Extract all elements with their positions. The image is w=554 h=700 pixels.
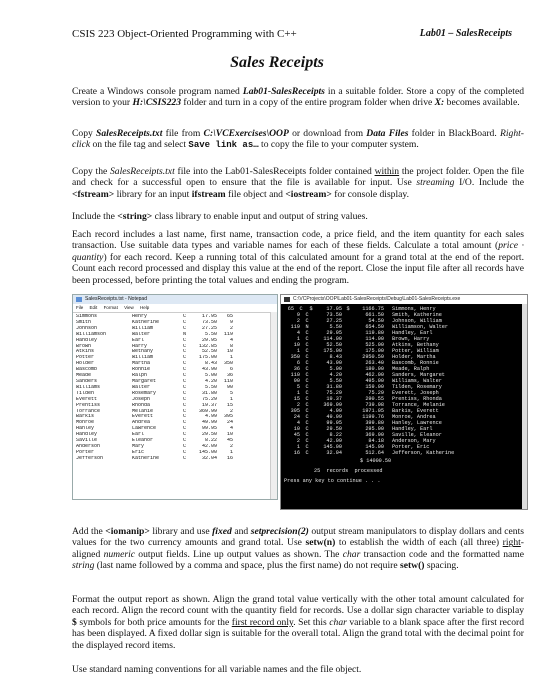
console-price: 75.29: [326, 390, 342, 396]
paragraph-string-lib: Include the <string> class library to enable input and output of string values.: [72, 211, 368, 222]
paragraph-records: Each record includes a last name, first name, transaction code, a price field, and the item quantity for each sales transaction. Use suitable data types and variable names for each of these fields. Calculate a total amount (price · quantity) for each record. Keep a running total of this calculated amount for a grand total at the end of the report. Count each record processed and display this value at the end of the report. Close the input file after all records have been processed, before printing the total values and ending the program.: [72, 229, 524, 286]
notepad-price: 27.25: [201, 325, 217, 331]
notepad-last-name: Simmons: [76, 314, 98, 319]
console-grand-total: $ 14000.50: [360, 458, 392, 464]
console-app-icon: [284, 297, 290, 302]
notepad-code: C: [183, 420, 187, 426]
console-price: 5.50: [329, 378, 342, 384]
console-name: Prentiss, Rhonda: [392, 396, 442, 402]
console-price: 73.50: [326, 312, 342, 318]
notepad-first-name: Bethany: [132, 349, 154, 355]
console-quantity: 1: [296, 390, 300, 396]
notepad-code: C: [183, 390, 187, 396]
console-code: C: [305, 342, 309, 348]
notepad-code: C: [183, 378, 187, 384]
notepad-quantity: 90: [226, 384, 233, 390]
console-code: C: [305, 348, 309, 354]
console-price: 369.99: [323, 402, 342, 408]
notepad-last-name: Handley: [76, 337, 98, 343]
notepad-last-name: Jefferson: [76, 455, 104, 461]
notepad-last-name: Johnson: [76, 325, 98, 331]
notepad-code: C: [183, 455, 187, 461]
console-price: 49.99: [326, 414, 342, 420]
console-price: 32.04: [326, 450, 342, 456]
console-price: 27.25: [326, 318, 342, 324]
notepad-code: C: [183, 325, 187, 331]
notepad-last-name: Meade: [76, 373, 92, 379]
notepad-last-name: Smith: [76, 319, 92, 325]
notepad-code: N: [183, 331, 187, 337]
notepad-last-name: Brown: [76, 343, 92, 349]
console-quantity: 2: [296, 318, 300, 324]
console-quantity: 1: [296, 444, 300, 450]
console-amount: 1199.76: [362, 414, 384, 420]
notepad-first-name: Margaret: [132, 378, 157, 384]
console-quantity: 2: [296, 438, 300, 444]
console-amount: 2950.50: [362, 354, 384, 360]
menu-file[interactable]: File: [76, 305, 84, 310]
console-code: C: [305, 336, 309, 342]
console-code: C: [305, 444, 309, 450]
console-quantity: 45: [293, 432, 300, 438]
notepad-first-name: Lawrence: [132, 426, 157, 432]
notepad-last-name: Williamson: [76, 331, 107, 337]
console-amount: 495.00: [365, 378, 384, 384]
page-title: Sales Receipts: [230, 54, 324, 71]
notepad-code: C: [183, 396, 187, 402]
notepad-price: 49.99: [201, 420, 217, 426]
console-amount: 290.55: [365, 396, 384, 402]
console-code: C: [305, 330, 309, 336]
notepad-price: 8.43: [204, 361, 217, 367]
notepad-quantity: 15: [226, 402, 233, 408]
notepad-code: C: [183, 355, 187, 361]
notepad-last-name: Tilden: [76, 390, 95, 396]
console-amount: 75.29: [368, 390, 384, 396]
console-name: Potter, William: [392, 348, 439, 354]
notepad-price: 145.00: [198, 449, 217, 455]
notepad-scrollbar[interactable]: [270, 312, 277, 499]
console-code: C: [305, 390, 309, 396]
notepad-quantity: 10: [226, 349, 233, 355]
notepad-last-name: Prentiss: [76, 402, 101, 408]
notepad-quantity: 119: [223, 331, 233, 337]
console-code: C: [305, 360, 309, 366]
console-code: C: [305, 420, 309, 426]
notepad-quantity: 350: [223, 361, 233, 367]
console-code: C: [305, 354, 309, 360]
notepad-code: C: [183, 408, 187, 414]
notepad-code: C: [183, 426, 187, 432]
console-code: C: [305, 366, 309, 372]
console-name: Williamson, Walter: [392, 324, 449, 330]
notepad-last-name: Everett: [76, 396, 98, 402]
console-price: 8.43: [329, 354, 342, 360]
notepad-code: C: [183, 438, 187, 444]
notepad-first-name: Melanie: [132, 408, 154, 414]
notepad-last-name: Barkis: [76, 414, 95, 420]
console-quantity: 90: [293, 378, 300, 384]
notepad-code: C: [183, 414, 187, 420]
notepad-code: C: [183, 367, 187, 373]
notepad-first-name: Earl: [132, 432, 145, 438]
notepad-first-name: Walter: [132, 331, 151, 337]
notepad-code: C: [183, 337, 187, 343]
notepad-price: 43.90: [201, 367, 217, 373]
notepad-price: 369.99: [198, 408, 217, 414]
console-price: 175.00: [323, 348, 342, 354]
notepad-price: 5.50: [204, 331, 217, 337]
notepad-last-name: Hanley: [76, 426, 95, 432]
console-amount: 739.98: [365, 402, 384, 408]
console-quantity: 9: [296, 312, 300, 318]
console-amount: 661.50: [365, 312, 384, 318]
notepad-first-name: William: [132, 355, 154, 361]
notepad-first-name: Joseph: [132, 396, 151, 402]
console-price: 8.22: [329, 432, 342, 438]
notepad-price: 4.99: [204, 414, 217, 420]
console-code: C: [305, 450, 309, 456]
console-dollar: [342, 450, 354, 456]
console-amount: 54.50: [368, 318, 384, 324]
notepad-price: 29.50: [201, 432, 217, 438]
notepad-quantity: 24: [226, 420, 233, 426]
notepad-first-name: Mary: [132, 443, 145, 449]
console-code: C: [305, 312, 309, 318]
console-code: C: [305, 372, 309, 378]
notepad-quantity: 65: [226, 314, 233, 319]
notepad-code: C: [183, 349, 187, 355]
notepad-first-name: Everett: [132, 414, 154, 420]
console-price: 4.99: [329, 408, 342, 414]
console-price: 114.00: [323, 336, 342, 342]
console-name: Saville, Eleanor: [392, 432, 442, 438]
notepad-last-name: Potter: [76, 355, 95, 361]
console-name: Handley, Earl: [392, 426, 433, 432]
console-price: 19.37: [326, 396, 342, 402]
console-name: Atkins, Bethany: [392, 342, 439, 348]
notepad-price: 42.09: [201, 443, 217, 449]
console-name: Holder, Martha: [392, 354, 436, 360]
console-amount: 1971.05: [362, 408, 384, 414]
console-amount: 462.00: [365, 372, 384, 378]
notepad-quantity: 36: [226, 373, 233, 379]
console-price: 29.50: [326, 426, 342, 432]
notepad-last-name: Monroe: [76, 420, 95, 426]
notepad-first-name: Walter: [132, 384, 151, 390]
notepad-quantity: 1: [229, 396, 233, 402]
menu-format[interactable]: Format: [103, 305, 118, 310]
console-amount: 84.18: [368, 438, 384, 444]
console-code: C: [305, 378, 309, 384]
notepad-price: 52.50: [201, 349, 217, 355]
console-quantity: 4: [296, 420, 300, 426]
console-name: Meade, Ralph: [392, 366, 430, 372]
paragraph-format: Format the output report as shown. Align the grand total value vertically with the other total amount calculated for each record. Align the record count with the quantity field for records. Use a dollar sign character variable to display $ symbols for both price amounts for the first record only. Set this char variable to a blank space after the first record has been displayed. A fixed dollar sign is suitable for the overall total. Align the grand total with the decimal point for the displayed record items.: [72, 594, 524, 651]
notepad-first-name: Ralph: [132, 373, 148, 379]
console-price: 99.95: [326, 420, 342, 426]
lab-title: Lab01 – SalesReceipts: [419, 28, 512, 39]
console-titlebar[interactable]: [281, 295, 527, 304]
notepad-price: 4.20: [204, 378, 217, 384]
console-name: Monroe, Andrea: [392, 414, 436, 420]
notepad-menubar: [73, 304, 277, 313]
notepad-last-name: Sanders: [76, 378, 98, 384]
console-price: 31.80: [326, 384, 342, 390]
notepad-price: 99.95: [201, 426, 217, 432]
notepad-quantity: 16: [226, 455, 233, 461]
notepad-quantity: 110: [223, 378, 233, 384]
console-output: [281, 304, 527, 486]
console-code: C: [299, 306, 303, 312]
notepad-last-name: Holder: [76, 361, 95, 367]
console-quantity: 350: [290, 354, 300, 360]
notepad-price: 31.80: [201, 390, 217, 396]
console-amount: 180.00: [365, 366, 384, 372]
console-amount: 145.00: [365, 444, 384, 450]
console-line: [284, 450, 524, 456]
notepad-price: 73.50: [201, 319, 217, 325]
notepad-first-name: William: [132, 325, 154, 331]
console-code: C: [305, 318, 309, 324]
console-name: Brown, Harry: [392, 336, 430, 342]
console-name: Williams, Walter: [392, 378, 442, 384]
console-quantity: 1: [296, 348, 300, 354]
notepad-code: C: [183, 314, 187, 319]
notepad-price: 132.85: [198, 343, 217, 349]
console-amount: 399.80: [365, 420, 384, 426]
console-amount: 119.80: [365, 330, 384, 336]
console-code: C: [305, 438, 309, 444]
notepad-price: 19.37: [201, 402, 217, 408]
paragraph-iomanip: Add the <iomanip> library and use fixed and setprecision(2) output stream manipulators to display dollars and cents values for the two currency amounts and grand total. Use setw(n) to establish the width of each (all three) right-aligned numeric output fields. Line up output values as shown. The char transaction code and the formatted name string (last name followed by a comma and space, plus the first name) do not require setw() spacing.: [72, 526, 525, 572]
console-amount: 114.00: [365, 336, 384, 342]
console-name: Johnson, William: [392, 318, 442, 324]
notepad-code: C: [183, 432, 187, 438]
notepad-quantity: 1: [229, 355, 233, 361]
paragraph-open-file: Copy the SalesReceipts.txt file into the Lab01-SalesReceipts folder contained within the project folder. Open the file and check for a successful open to ensure that the file is available for input. Use streaming I/O. Include the <fstream> library for an input ifstream file object and <iostream> for console display.: [72, 166, 524, 200]
console-code: C: [305, 402, 309, 408]
notepad-quantity: 5: [229, 390, 233, 396]
console-price: 52.50: [326, 342, 342, 348]
notepad-first-name: Henry: [132, 314, 148, 319]
notepad-code: C: [183, 449, 187, 455]
notepad-code: C: [183, 361, 187, 367]
console-title: C:\VCProjects\OOP\Lab01-SalesReceipts\Debug\Lab01-SalesReceipts.exe: [293, 296, 461, 302]
paragraph-create: Create a Windows console program named Lab01-SalesReceipts in a suitable folder. Store a copy of the completed version to your H:\CSIS223 folder and turn in a copy of the entire program folder when drive X: becomes available.: [72, 86, 524, 109]
notepad-quantity: 2: [229, 443, 233, 449]
console-quantity: 4: [296, 330, 300, 336]
console-name: Barkis, Everett: [392, 408, 439, 414]
menu-edit[interactable]: Edit: [89, 305, 98, 310]
console-rows: [284, 306, 524, 456]
console-quantity: 110: [290, 372, 300, 378]
notepad-quantity: 9: [229, 319, 233, 325]
notepad-quantity: 8: [229, 343, 233, 349]
notepad-last-name: Handley: [76, 432, 98, 438]
console-name: Bascomb, Ronnie: [392, 360, 439, 366]
console-quantity: 10: [293, 342, 300, 348]
notepad-price: 29.95: [201, 337, 217, 343]
console-name: Handley, Earl: [392, 330, 433, 336]
paragraph-copy-file: Copy SalesReceipts.txt file from C:\VCExercises\OOP or download from Data Files folder in BlackBoard. Right-click on the file tag and select Save link as… to copy the file to your computer system.: [72, 128, 524, 151]
console-name: Smith, Katherine: [392, 312, 442, 318]
paragraph-naming: Use standard naming conventions for all variable names and the file object.: [72, 664, 362, 675]
notepad-quantity: 2: [229, 408, 233, 414]
console-quantity: 15: [293, 396, 300, 402]
notepad-code: C: [183, 373, 187, 379]
console-prompt: Press any key to continue . . .: [284, 478, 381, 484]
notepad-first-name: Ronnie: [132, 367, 151, 373]
console-quantity: 1: [296, 336, 300, 342]
console-quantity: 24: [293, 414, 300, 420]
console-code: C: [305, 414, 309, 420]
notepad-titlebar[interactable]: [73, 295, 277, 304]
notepad-app-icon: [76, 297, 82, 302]
console-code: C: [305, 396, 309, 402]
notepad-first-name: Eleanor: [132, 438, 154, 444]
console-name: Hanley, Lawrence: [392, 420, 442, 426]
console-amount: 369.90: [365, 432, 384, 438]
console-code: C: [305, 426, 309, 432]
notepad-quantity: 10: [226, 432, 233, 438]
console-quantity: 2: [296, 402, 300, 408]
console-quantity: 395: [290, 408, 300, 414]
console-quantity: 36: [293, 366, 300, 372]
console-amount: 159.00: [365, 384, 384, 390]
console-quantity: 119: [290, 324, 300, 330]
notepad-quantity: 395: [223, 414, 233, 420]
notepad-first-name: Rosemary: [132, 390, 157, 396]
console-price: 43.90: [326, 360, 342, 366]
console-dollar-first: $: [309, 306, 313, 312]
console-price: 145.00: [323, 444, 342, 450]
console-gap: [384, 450, 392, 456]
console-amount: 175.00: [365, 348, 384, 354]
console-name: Torrance, Melanie: [392, 402, 445, 408]
notepad-code: C: [183, 402, 187, 408]
console-price: 17.95: [326, 306, 342, 312]
notepad-window: [72, 294, 278, 500]
console-scrollbar[interactable]: [522, 304, 527, 509]
notepad-first-name: Katherine: [132, 455, 160, 461]
console-price: 5.50: [329, 324, 342, 330]
console-code: C: [305, 384, 309, 390]
console-dollar: $: [346, 306, 350, 312]
notepad-price: 5.50: [204, 384, 217, 390]
menu-help[interactable]: Help: [140, 305, 150, 310]
notepad-last-name: Williams: [76, 384, 101, 390]
notepad-price: 75.29: [201, 396, 217, 402]
notepad-line: [76, 456, 274, 462]
console-code: C: [305, 432, 309, 438]
notepad-last-name: Saville: [76, 438, 98, 444]
console-name: Jefferson, Katherine: [392, 450, 455, 456]
notepad-code: C: [183, 319, 187, 325]
console-amount: 525.00: [365, 342, 384, 348]
console-name: Everett, Joseph: [392, 390, 439, 396]
notepad-first-name: Rhonda: [132, 402, 151, 408]
console-window: [280, 294, 528, 510]
console-quantity: 65: [287, 306, 294, 312]
console-record-count: 25 records processed: [314, 468, 383, 474]
console-price: 5.00: [329, 366, 342, 372]
notepad-quantity: 2: [229, 325, 233, 331]
console-code: C: [305, 408, 309, 414]
notepad-last-name: Atkins: [76, 349, 95, 355]
notepad-quantity: 4: [229, 426, 233, 432]
console-amount: 1166.75: [362, 306, 384, 312]
console-name: Porter, Eric: [392, 444, 430, 450]
notepad-price: 32.04: [201, 455, 217, 461]
console-price: 29.95: [326, 330, 342, 336]
console-name: Anderson, Mary: [392, 438, 436, 444]
notepad-price: 17.95: [201, 314, 217, 319]
notepad-last-name: Porter: [76, 449, 95, 455]
console-amount: 295.00: [365, 426, 384, 432]
menu-view[interactable]: View: [124, 305, 134, 310]
console-amount: 512.64: [365, 450, 384, 456]
notepad-code: C: [183, 343, 187, 349]
console-name: Sanders, Margaret: [392, 372, 445, 378]
console-quantity: 16: [293, 450, 300, 456]
notepad-first-name: Andrea: [132, 420, 151, 426]
console-quantity: 5: [296, 384, 300, 390]
notepad-quantity: 4: [229, 337, 233, 343]
console-code: N: [305, 324, 309, 330]
notepad-quantity: 45: [226, 438, 233, 444]
notepad-first-name: Earl: [132, 337, 145, 343]
console-quantity: 6: [296, 360, 300, 366]
console-name: Tilden, Rosemary: [392, 384, 442, 390]
page-header: [72, 28, 512, 44]
notepad-last-name: Torrance: [76, 408, 101, 414]
notepad-last-name: Anderson: [76, 443, 101, 449]
notepad-last-name: Bascomb: [76, 367, 98, 373]
notepad-price: 5.00: [204, 373, 217, 379]
notepad-first-name: Harry: [132, 343, 148, 349]
notepad-first-name: Eric: [132, 449, 145, 455]
notepad-price: 8.22: [204, 438, 217, 444]
course-title: CSIS 223 Object-Oriented Programming with C++: [72, 28, 297, 40]
console-amount: 263.40: [365, 360, 384, 366]
console-amount: 654.50: [365, 324, 384, 330]
notepad-first-name: Katherine: [132, 319, 160, 325]
notepad-code: C: [183, 384, 187, 390]
notepad-code: C: [183, 443, 187, 449]
notepad-first-name: Martha: [132, 361, 151, 367]
notepad-quantity: 6: [229, 367, 233, 373]
console-quantity: 10: [293, 426, 300, 432]
console-price: 4.20: [329, 372, 342, 378]
notepad-quantity: 1: [229, 449, 233, 455]
notepad-text-area[interactable]: [73, 313, 277, 463]
notepad-title: SalesReceipts.txt - Notepad: [85, 296, 147, 302]
console-price: 42.09: [326, 438, 342, 444]
notepad-price: 175.00: [198, 355, 217, 361]
console-name: Simmons, Henry: [392, 306, 436, 312]
